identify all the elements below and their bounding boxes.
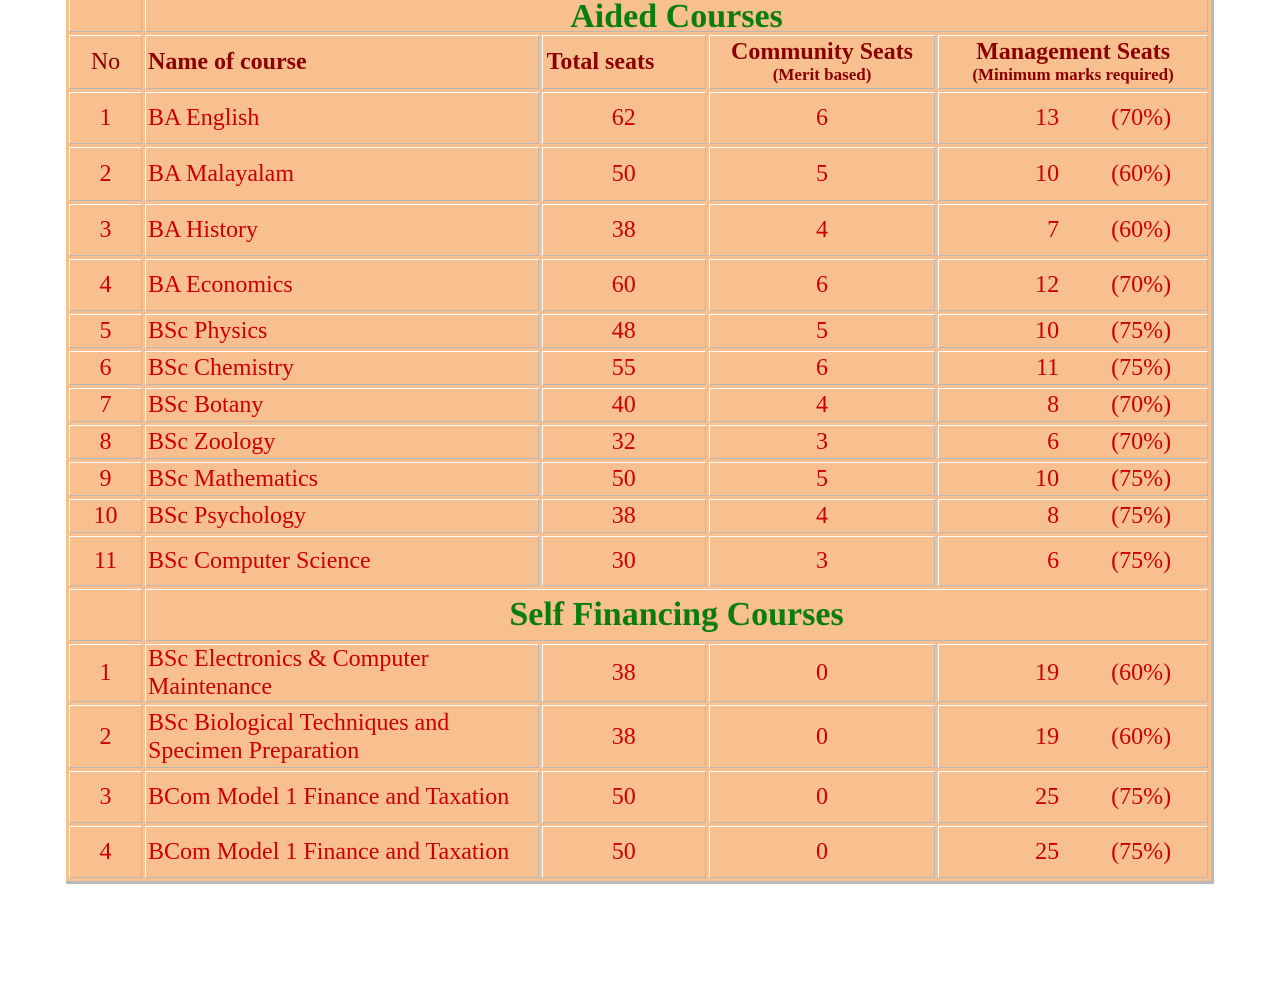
course-number: 7 [69,388,142,422]
community-seats: 4 [709,499,935,533]
course-name: BA English [145,92,539,144]
course-name: BSc Physics [145,314,539,348]
total-seats: 62 [542,92,706,144]
aided-course-table-row [69,314,1208,348]
course-name: BSc Biological Techniques and Specimen Preparation [145,705,539,768]
management-seat-count: 8 [1047,392,1060,418]
management-seat-count: 12 [1035,272,1060,298]
minimum-marks-percent: (75%) [1111,548,1172,574]
management-seat-count: 13 [1035,105,1060,131]
header-community-label: Community Seats [731,39,914,65]
header-community [709,35,935,89]
total-seats: 38 [542,499,706,533]
aided-course-table-row [69,388,1208,422]
community-seats: 5 [709,314,935,348]
course-name: BCom Model 1 Finance and Taxation [145,771,539,823]
aided-course-table-row [69,351,1208,385]
management-seat-count: 6 [1047,429,1060,455]
minimum-marks-percent: (70%) [1111,429,1172,455]
minimum-marks-percent: (60%) [1111,217,1172,243]
course-number: 11 [69,536,142,586]
course-number: 10 [69,499,142,533]
management-seats [938,259,1208,311]
minimum-marks-percent: (75%) [1111,355,1172,381]
total-seats: 48 [542,314,706,348]
management-seat-count: 11 [1036,355,1060,381]
total-seats: 50 [542,147,706,201]
management-seats [938,826,1208,878]
total-seats: 60 [542,259,706,311]
minimum-marks-percent: (75%) [1111,466,1172,492]
total-seats: 50 [542,826,706,878]
minimum-marks-percent: (70%) [1111,272,1172,298]
minimum-marks-percent: (75%) [1111,318,1172,344]
header-name-label: Name of course [148,49,307,75]
management-seats [938,462,1208,496]
community-seats: 6 [709,259,935,311]
management-seats [938,147,1208,201]
management-seat-count: 10 [1035,161,1060,187]
total-seats: 40 [542,388,706,422]
community-seats: 0 [709,826,935,878]
community-seats: 3 [709,425,935,459]
course-name: BSc Mathematics [145,462,539,496]
header-row [69,35,1208,89]
total-seats: 50 [542,462,706,496]
course-number: 1 [69,92,142,144]
community-seats: 0 [709,644,935,702]
management-seat-count: 8 [1047,503,1060,529]
self-financing-section-blank-cell [69,589,142,641]
community-seats: 4 [709,388,935,422]
header-no [69,35,142,89]
aided-course-table-row [69,147,1208,201]
course-name: BSc Chemistry [145,351,539,385]
community-seats: 5 [709,147,935,201]
minimum-marks-percent: (60%) [1111,660,1172,686]
aided-course-table-row [69,204,1208,256]
community-seats: 4 [709,204,935,256]
aided-course-table-row [69,462,1208,496]
total-seats: 30 [542,536,706,586]
management-seat-count: 10 [1035,318,1060,344]
self-financing-course-table-row [69,705,1208,768]
header-management-sub: (Minimum marks required) [972,65,1174,84]
management-seat-count: 25 [1035,784,1060,810]
minimum-marks-percent: (75%) [1111,784,1172,810]
management-seats [938,314,1208,348]
self-financing-course-table-row [69,826,1208,878]
minimum-marks-percent: (60%) [1111,161,1172,187]
courses-table-container [66,0,1214,884]
self-financing-course-table-row [69,771,1208,823]
minimum-marks-percent: (70%) [1111,105,1172,131]
course-number: 8 [69,425,142,459]
header-management-label: Management Seats [976,39,1171,65]
minimum-marks-percent: (70%) [1111,392,1172,418]
course-name: BSc Botany [145,388,539,422]
header-management [938,35,1208,89]
course-number: 4 [69,259,142,311]
total-seats: 38 [542,705,706,768]
total-seats: 50 [542,771,706,823]
total-seats: 38 [542,204,706,256]
management-seat-count: 25 [1035,839,1060,865]
minimum-marks-percent: (60%) [1111,723,1172,750]
aided-course-table-row [69,92,1208,144]
management-seats [938,92,1208,144]
courses-table [66,0,1211,881]
aided-section-blank-cell [69,0,142,32]
management-seat-count: 7 [1047,217,1060,243]
course-name: BA Malayalam [145,147,539,201]
management-seats [938,388,1208,422]
self-financing-course-table-row [69,644,1208,702]
management-seats [938,644,1208,702]
community-seats: 0 [709,771,935,823]
minimum-marks-percent: (75%) [1111,503,1172,529]
course-name: BSc Zoology [145,425,539,459]
management-seats [938,204,1208,256]
community-seats: 5 [709,462,935,496]
management-seats [938,771,1208,823]
course-number: 5 [69,314,142,348]
course-number: 9 [69,462,142,496]
course-name: BCom Model 1 Finance and Taxation [145,826,539,878]
aided-course-table-row [69,499,1208,533]
management-seat-count: 6 [1047,548,1060,574]
total-seats: 55 [542,351,706,385]
course-number: 2 [69,147,142,201]
minimum-marks-percent: (75%) [1111,839,1172,865]
course-number: 6 [69,351,142,385]
management-seats [938,425,1208,459]
course-name: BSc Psychology [145,499,539,533]
management-seats [938,499,1208,533]
self-financing-courses-title: Self Financing Courses [145,589,1208,641]
management-seat-count: 10 [1035,466,1060,492]
aided-course-table-row [69,536,1208,586]
aided-section-row [69,0,1208,32]
community-seats: 0 [709,705,935,768]
community-seats: 6 [709,92,935,144]
course-name: BSc Electronics & Computer Maintenance [145,644,539,702]
management-seat-count: 19 [1035,660,1060,686]
header-total [542,35,706,89]
course-number: 2 [69,705,142,768]
aided-course-table-row [69,425,1208,459]
header-name [145,35,539,89]
course-name: BA Economics [145,259,539,311]
community-seats: 3 [709,536,935,586]
management-seats [938,705,1208,768]
management-seat-count: 19 [1035,723,1060,750]
course-name: BSc Computer Science [145,536,539,586]
course-number: 4 [69,826,142,878]
course-name: BA History [145,204,539,256]
community-seats: 6 [709,351,935,385]
header-total-label: Total seats [546,49,655,75]
management-seats [938,536,1208,586]
course-number: 1 [69,644,142,702]
course-number: 3 [69,771,142,823]
total-seats: 38 [542,644,706,702]
aided-course-table-row [69,259,1208,311]
aided-courses-title: Aided Courses [145,0,1208,32]
self-financing-section-row [69,589,1208,641]
total-seats: 32 [542,425,706,459]
header-community-sub: (Merit based) [772,65,872,84]
header-no-label: No [90,49,121,75]
management-seats [938,351,1208,385]
course-number: 3 [69,204,142,256]
